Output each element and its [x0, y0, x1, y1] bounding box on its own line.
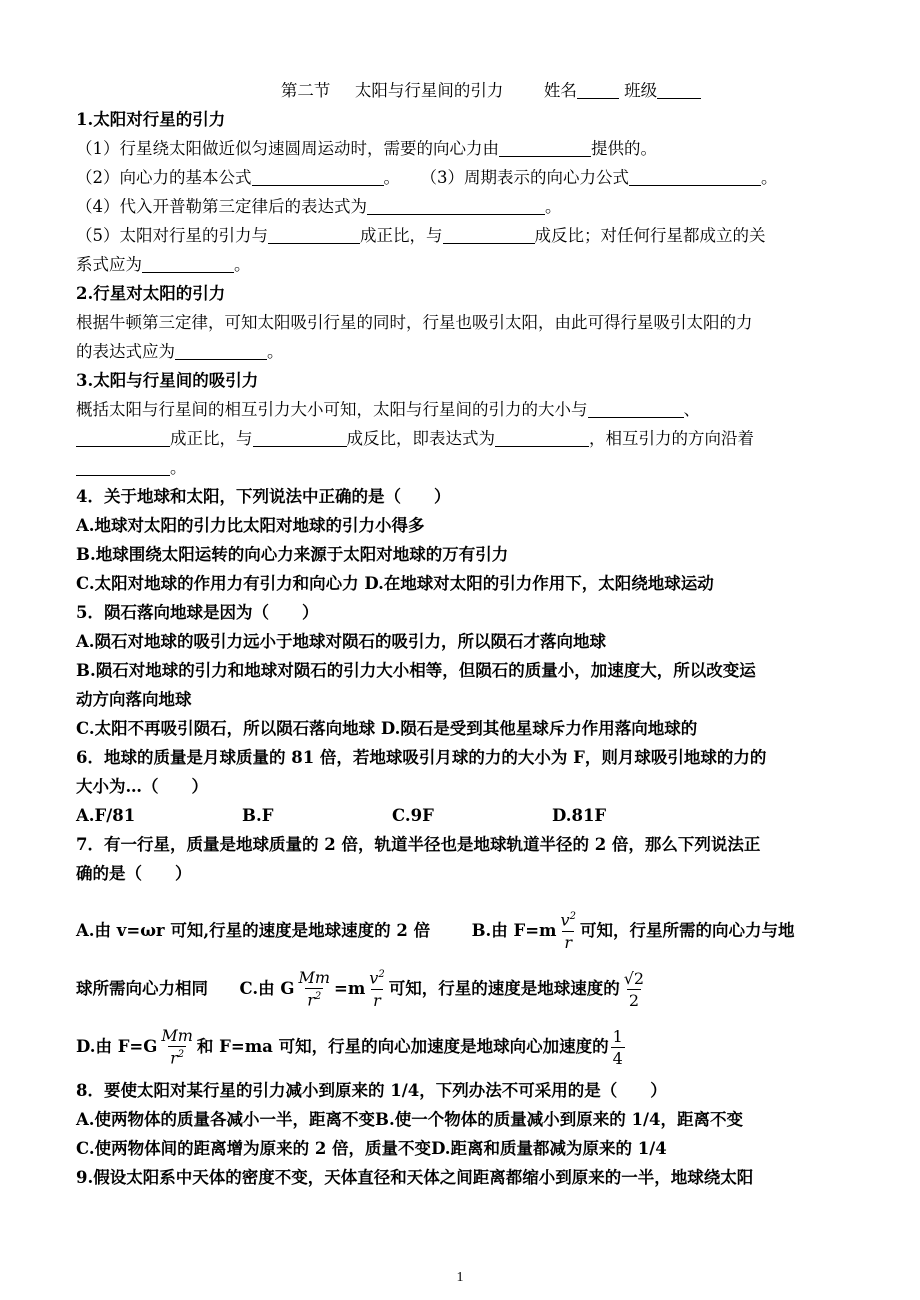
fraction-1-over-4	[611, 1026, 625, 1068]
frac-denominator: r	[373, 990, 381, 1010]
q9-stem: 9.假设太阳系中天体的密度不变，天体直径和天体之间距离都缩小到原来的一半，地球绕太阳	[76, 1168, 754, 1187]
worksheet	[76, 76, 846, 1192]
frac-denominator: 4	[612, 1048, 623, 1068]
q2-text-2	[76, 337, 846, 366]
q4-option-a[interactable]: A.地球对太阳的引力比太阳对地球的引力小得多	[76, 516, 425, 535]
q3-text: 成正比，与	[170, 429, 253, 448]
q6-option-a[interactable]: A.F/81	[76, 806, 136, 825]
q1-text: 系式应为	[76, 255, 142, 274]
worksheet-title: 太阳与行星间的引力	[354, 81, 504, 100]
answer-blank[interactable]	[142, 254, 234, 273]
q7-option-b[interactable]	[471, 910, 795, 952]
q8-option-c[interactable]: C.使两物体间的距离增为原来的 2 倍，质量不变	[76, 1139, 432, 1158]
q7-options-a-b	[76, 902, 846, 960]
class-label: 班级	[624, 81, 658, 100]
fraction-v2-over-r: $\frac{v^2}{r}$	[560, 910, 576, 952]
frac-numerator: 1	[612, 1026, 623, 1046]
q1-heading: 1.太阳对行星的引力	[76, 110, 226, 129]
answer-blank[interactable]	[253, 428, 347, 447]
frac-numerator: √2	[623, 968, 645, 988]
answer-blank[interactable]	[629, 167, 761, 186]
q1-text: （5）太阳对行星的引力与	[76, 226, 268, 245]
q7-c-text: C.由 G	[239, 979, 295, 998]
q3-text: 概括太阳与行星间的相互引力大小可知，太阳与行星间的引力的大小与	[76, 400, 588, 419]
q1-text: （1）行星绕太阳做近似匀速圆周运动时，需要的向心力由	[76, 139, 499, 158]
q1-text: 提供的。	[591, 139, 657, 158]
q8-options-a-b	[76, 1105, 846, 1134]
q5-option-c[interactable]: C.太阳不再吸引陨石，所以陨石落向地球	[76, 719, 376, 738]
q2-heading: 2.行星对太阳的引力	[76, 284, 226, 303]
q4-option-b[interactable]: B.地球围绕太阳运转的向心力来源于太阳对地球的万有引力	[76, 545, 509, 564]
q1-text: 。	[761, 168, 778, 187]
q7-b-text: 可知，行星所需的向心力与地	[579, 921, 795, 940]
q8-option-d[interactable]: D.距离和质量都减为原来的 1/4	[431, 1139, 667, 1158]
q1-item-4	[76, 192, 846, 221]
q7-b-text: B.由 F=m	[471, 921, 557, 940]
q7-c-text: =m	[334, 979, 366, 998]
q3-text: 成反比，即表达式为	[346, 429, 495, 448]
q6-stem-1: 6．地球的质量是月球质量的 81 倍，若地球吸引月球的力的大小为 F，则月球吸引地球的力的	[76, 748, 767, 767]
q5-options-c-d	[76, 714, 846, 743]
q5-option-b-cont[interactable]: 动方向落向地球	[76, 690, 192, 709]
q1-text: （2）向心力的基本公式	[76, 168, 252, 187]
q3-heading: 3.太阳与行星间的吸引力	[76, 371, 259, 390]
q7-options-b-c	[76, 960, 846, 1018]
q7-d-text: D.由 F=G	[76, 1037, 158, 1056]
q4-option-c[interactable]: C.太阳对地球的作用力有引力和向心力	[76, 574, 359, 593]
q3-text: 、	[683, 400, 700, 419]
fraction-Mm-over-r2: $\frac{Mm}{r^2}$	[298, 968, 330, 1010]
name-blank[interactable]	[577, 80, 619, 99]
answer-blank[interactable]	[495, 428, 589, 447]
frac-denominator: r	[564, 932, 573, 952]
answer-blank[interactable]	[252, 167, 384, 186]
answer-blank[interactable]	[499, 138, 591, 157]
q3-text-3	[76, 453, 846, 482]
frac-denominator: 2	[628, 990, 639, 1010]
q3-text: 。	[170, 458, 187, 477]
q2-text-1: 根据牛顿第三定律，可知太阳吸引行星的同时，行星也吸引太阳，由此可得行星吸引太阳的力	[76, 313, 753, 332]
q7-option-d[interactable]	[76, 1018, 846, 1076]
q1-item-2-3	[76, 163, 846, 192]
q2-text: 。	[267, 342, 284, 361]
fraction-Mm-over-r2: $\frac{Mm}{r^2}$	[161, 1026, 193, 1068]
q7-option-b-cont: 球所需向心力相同	[76, 979, 208, 998]
frac-denominator: r	[170, 1048, 178, 1068]
q2-text: 的表达式应为	[76, 342, 175, 361]
answer-blank[interactable]	[588, 399, 684, 418]
q1-text: 。	[383, 168, 400, 187]
worksheet-header	[76, 76, 846, 105]
q3-text-2	[76, 424, 846, 453]
q5-option-a[interactable]: A.陨石对地球的吸引力远小于地球对陨石的吸引力，所以陨石才落向地球	[76, 632, 607, 651]
q1-item-5-cont	[76, 250, 846, 279]
q1-text: （4）代入开普勒第三定律后的表达式为	[76, 197, 367, 216]
q6-options	[76, 801, 846, 830]
q8-options-c-d	[76, 1134, 846, 1163]
answer-blank[interactable]	[443, 225, 535, 244]
q5-option-b[interactable]: B.陨石对地球的引力和地球对陨石的引力大小相等，但陨石的质量小，加速度大，所以改变运	[76, 661, 756, 680]
answer-blank[interactable]	[76, 428, 170, 447]
q8-option-b[interactable]: B.使一个物体的质量减小到原来的 1/4，距离不变	[375, 1110, 743, 1129]
name-label: 姓名	[543, 81, 577, 100]
q1-text: 。	[545, 197, 562, 216]
q6-option-c[interactable]: C.9F	[392, 806, 434, 825]
q1-text: 成反比；对任何行星都成立的关	[534, 226, 766, 245]
q7-option-a[interactable]: A.由 v=ωr 可知,行星的速度是地球速度的 2 倍	[76, 921, 431, 940]
q1-text: （3）周期表示的向心力公式	[420, 168, 629, 187]
answer-blank[interactable]	[367, 196, 545, 215]
page-number: 1	[456, 1270, 464, 1285]
q7-option-c[interactable]	[239, 968, 649, 1010]
q1-item-1	[76, 134, 846, 163]
q8-option-a[interactable]: A.使两物体的质量各减小一半，距离不变	[76, 1110, 376, 1129]
q4-options-c-d	[76, 569, 846, 598]
q5-option-d[interactable]: D.陨石是受到其他星球斥力作用落向地球的	[380, 719, 698, 738]
q1-item-5	[76, 221, 846, 250]
q7-stem-1: 7．有一行星，质量是地球质量的 2 倍，轨道半径也是地球轨道半径的 2 倍，那么下列说法正	[76, 835, 761, 854]
frac-numerator: v	[369, 968, 379, 988]
q7-c-text: 可知，行星的速度是地球速度的	[388, 979, 620, 998]
fraction-v2-over-r: $\frac{v^2}{r}$	[369, 968, 385, 1010]
section-number: 第二节	[280, 81, 331, 100]
q3-text: ，相互引力的方向沿着	[589, 429, 754, 448]
frac-numerator: Mm	[161, 1026, 193, 1046]
answer-blank[interactable]	[175, 341, 267, 360]
class-blank[interactable]	[657, 80, 701, 99]
answer-blank[interactable]	[268, 225, 360, 244]
frac-denominator: r	[307, 990, 315, 1010]
q6-stem-2: 大小为…（ ）	[76, 777, 208, 796]
q5-stem: 5．陨石落向地球是因为（ ）	[76, 603, 319, 622]
q7-d-text: 和 F=ma 可知，行星的向心加速度是地球向心加速度的	[196, 1037, 609, 1056]
q6-option-d[interactable]: D.81F	[552, 806, 607, 825]
q8-stem: 8．要使太阳对某行星的引力减小到原来的 1/4，下列办法不可采用的是（ ）	[76, 1081, 667, 1100]
q4-option-d[interactable]: D.在地球对太阳的引力作用下，太阳绕地球运动	[364, 574, 714, 593]
q7-stem-2: 确的是（ ）	[76, 864, 192, 883]
q3-text-1	[76, 395, 846, 424]
frac-numerator: Mm	[298, 968, 330, 988]
q4-stem: 4．关于地球和太阳，下列说法中正确的是（ ）	[76, 487, 451, 506]
q6-option-b[interactable]: B.F	[242, 806, 274, 825]
q1-text: 成正比，与	[360, 226, 443, 245]
frac-numerator: v	[560, 910, 570, 930]
answer-blank[interactable]	[76, 457, 170, 476]
q1-text: 。	[234, 255, 251, 274]
fraction-sqrt2-over-2	[622, 968, 646, 1010]
